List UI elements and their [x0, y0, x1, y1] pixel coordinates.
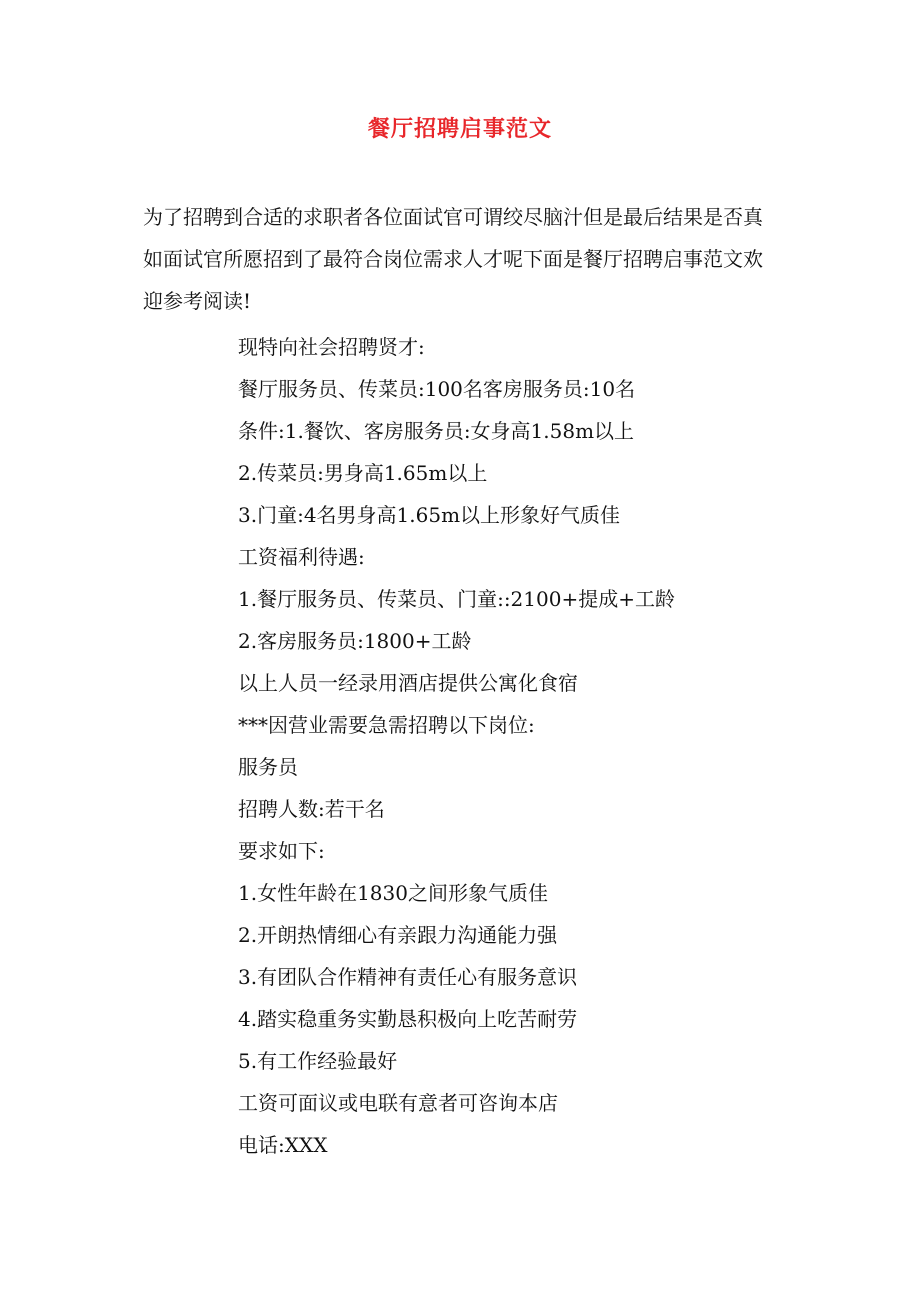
- body-line: ***因营业需要急需招聘以下岗位:: [238, 713, 535, 737]
- body-line: 工资福利待遇:: [238, 545, 365, 569]
- body-line: 4.踏实稳重务实勤恳积极向上吃苦耐劳: [238, 1007, 578, 1031]
- body-line: 1.餐厅服务员、传菜员、门童::2100+提成+工龄: [238, 587, 675, 611]
- body-line: 2.开朗热情细心有亲跟力沟通能力强: [238, 923, 558, 947]
- body-line: 电话:XXX: [238, 1133, 328, 1157]
- body-line: 现特向社会招聘贤才:: [238, 335, 425, 359]
- body-line: 要求如下:: [238, 839, 325, 863]
- document-title: 餐厅招聘启事范文: [367, 116, 552, 142]
- body-line: 3.有团队合作精神有责任心有服务意识: [238, 965, 578, 989]
- body-line: 2.客房服务员:1800+工龄: [238, 629, 472, 653]
- body-line: 3.门童:4名男身高1.65m以上形象好气质佳: [238, 503, 621, 527]
- body-line: 工资可面议或电联有意者可咨询本店: [238, 1091, 558, 1115]
- body-line: 1.女性年龄在1830之间形象气质佳: [238, 881, 548, 905]
- body-line: 5.有工作经验最好: [238, 1049, 398, 1073]
- body-line: 以上人员一经录用酒店提供公寓化食宿: [238, 671, 578, 695]
- body-line: 服务员: [238, 755, 298, 779]
- body-lines: [238, 326, 838, 1166]
- body-line: 2.传菜员:男身高1.65m以上: [238, 461, 488, 485]
- body-line: 招聘人数:若干名: [238, 797, 385, 821]
- body-line: 餐厅服务员、传菜员:100名客房服务员:10名: [238, 377, 636, 401]
- body-line: 条件:1.餐饮、客房服务员:女身高1.58m以上: [238, 419, 635, 443]
- intro-paragraph: 为了招聘到合适的求职者各位面试官可谓绞尽脑汁但是最后结果是否真如面试官所愿招到了最符合岗位需求人才呢下面是餐厅招聘启事范文欢迎参考阅读!: [143, 205, 763, 313]
